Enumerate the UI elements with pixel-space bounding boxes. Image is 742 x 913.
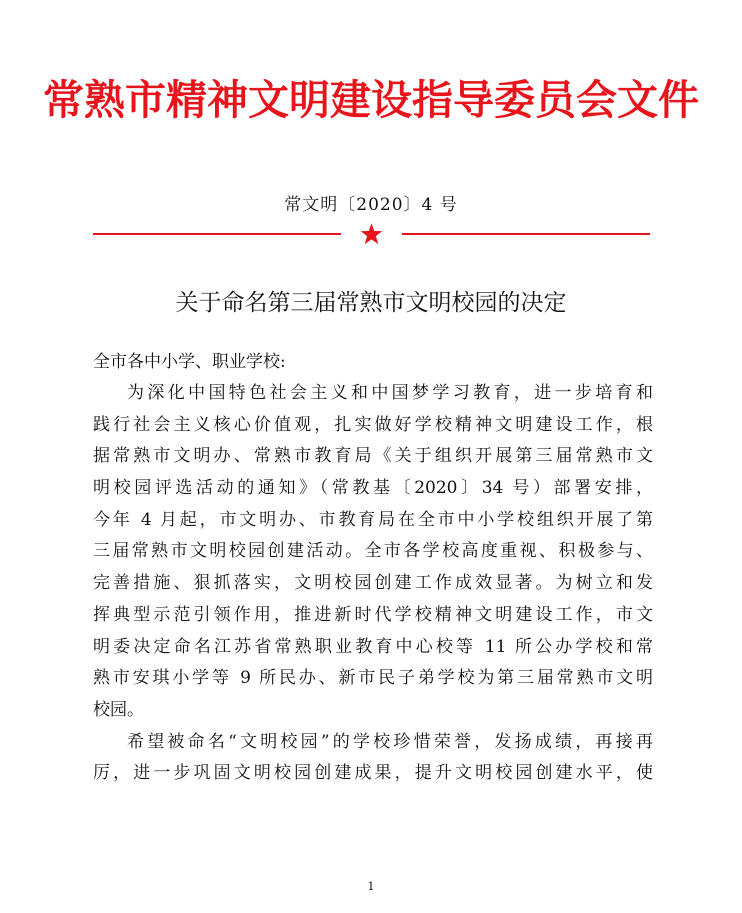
body-line: 据常熟市文明办、常熟市教育局《关于组织开展第三届常熟市文 bbox=[93, 446, 653, 467]
body-line: 挥典型示范引领作用，推进新时代学校精神文明建设工作，市文 bbox=[93, 604, 653, 625]
body-text bbox=[93, 378, 653, 790]
issuing-authority-title: 常熟市精神文明建设指导委员会文件 bbox=[43, 76, 699, 124]
document-number: 常文明〔2020〕4 号 bbox=[284, 195, 458, 215]
decision-title: 关于命名第三届常熟市文明校园的决定 bbox=[175, 290, 567, 316]
body-line: 三届常熟市文明校园创建活动。全市各学校高度重视、积极参与、 bbox=[93, 541, 653, 562]
body-line: 践行社会主义核心价值观，扎实做好学校精神文明建设工作，根 bbox=[93, 414, 653, 435]
page-number: 1 bbox=[367, 880, 375, 893]
body-line: 为深化中国特色社会主义和中国梦学习教育，进一步培育和 bbox=[127, 383, 653, 403]
body-line: 完善措施、狠抓落实，文明校园创建工作成效显著。为树立和发 bbox=[93, 573, 653, 594]
body-line: 校园。 bbox=[93, 699, 144, 720]
body-line: 明校园评选活动的通知》（常教基〔2020〕34 号）部署安排， bbox=[93, 478, 653, 499]
body-line: 熟市安琪小学等 9 所民办、新市民子弟学校为第三届常熟市文明 bbox=[93, 668, 653, 689]
body-line: 厉，进一步巩固文明校园创建成果，提升文明校园创建水平，使 bbox=[93, 763, 653, 784]
body-line: 今年 4 月起，市文明办、市教育局在全市中小学校组织开展了第 bbox=[93, 509, 653, 530]
red-rule-left bbox=[93, 233, 341, 235]
red-rule-right bbox=[402, 233, 650, 235]
salutation: 全市各中小学、职业学校: bbox=[93, 352, 286, 372]
red-star-icon bbox=[359, 222, 384, 247]
body-line: 明委决定命名江苏省常熟职业教育中心校等 11 所公办学校和常 bbox=[93, 636, 653, 657]
body-line: 希望被命名“文明校园”的学校珍惜荣誉，发扬成绩，再接再 bbox=[127, 731, 653, 752]
